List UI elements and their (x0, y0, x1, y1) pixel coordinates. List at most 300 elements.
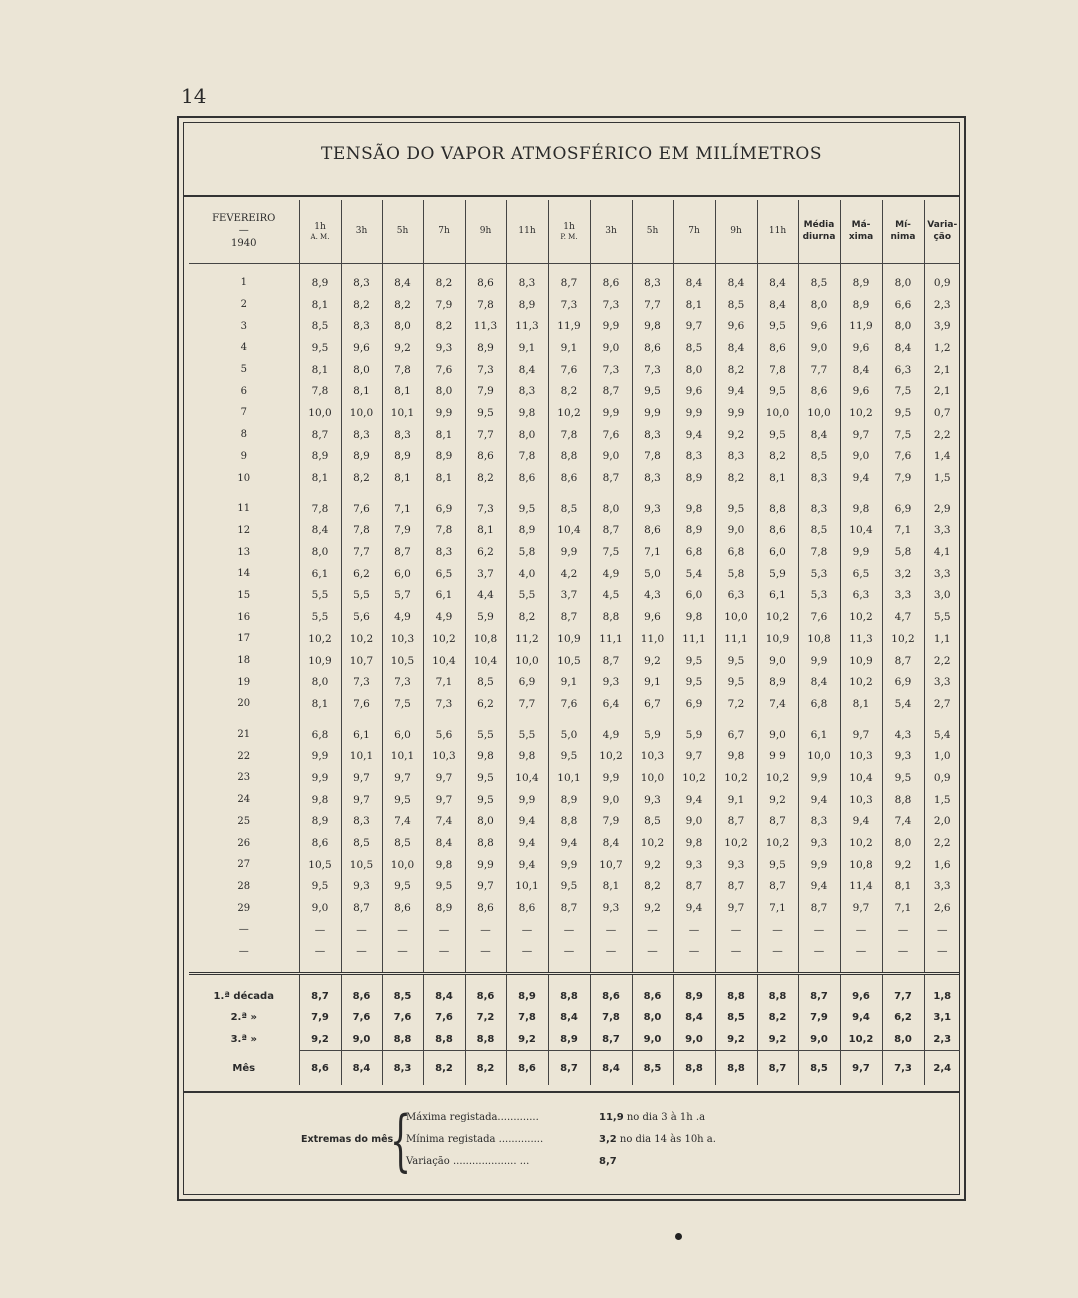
value-cell: 8,3 (673, 446, 715, 468)
value-cell: 9,5 (423, 876, 465, 898)
value-cell: 5,9 (673, 715, 715, 746)
value-cell: 7,6 (341, 489, 382, 520)
value-cell: 8,9 (840, 264, 882, 294)
value-cell: 8,6 (632, 337, 673, 359)
value-cell: 7,1 (382, 489, 423, 520)
value-cell: 8,5 (715, 1007, 757, 1029)
value-cell: 9,0 (341, 1029, 382, 1051)
value-cell: 8,1 (882, 876, 924, 898)
value-cell: 9,4 (673, 789, 715, 811)
value-cell: 9,8 (632, 315, 673, 337)
value-cell: 3,3 (924, 671, 960, 693)
value-cell: 9,5 (382, 789, 423, 811)
min-note: no dia 14 às 10h a. (616, 1134, 716, 1145)
row-label: 18 (237, 655, 251, 667)
value-cell: 1,8 (924, 974, 960, 1007)
value-cell: 7,7 (465, 424, 506, 446)
value-cell: 9,9 (299, 767, 341, 789)
value-cell: 7,8 (423, 520, 465, 542)
value-cell: 8,9 (299, 446, 341, 468)
value-cell: 8,4 (299, 520, 341, 542)
value-cell: 9,5 (757, 380, 798, 402)
value-cell: 10,2 (423, 628, 465, 650)
value-cell: 8,7 (590, 650, 632, 672)
value-cell: 7,1 (632, 541, 673, 563)
value-cell: 7,9 (590, 811, 632, 833)
value-cell: 8,3 (382, 424, 423, 446)
value-cell: 8,4 (673, 264, 715, 294)
value-cell: 10,2 (548, 402, 590, 424)
value-cell: 8,7 (548, 606, 590, 628)
value-cell: 3,7 (548, 585, 590, 607)
value-cell: 3,3 (924, 876, 960, 898)
value-cell: 3,7 (465, 563, 506, 585)
decade-row (189, 1029, 960, 1051)
value-cell: 9,4 (506, 854, 548, 876)
column-header-line: ção (933, 231, 952, 242)
value-cell: 9,8 (506, 402, 548, 424)
row-label: 21 (237, 729, 251, 741)
value-cell: 11,3 (840, 628, 882, 650)
value-cell: 8,3 (341, 424, 382, 446)
value-cell: 9,2 (632, 897, 673, 919)
value-cell: 4,1 (924, 541, 960, 563)
value-cell: 8,4 (506, 359, 548, 381)
value-cell: 9,9 (715, 402, 757, 424)
value-cell: 7,9 (882, 467, 924, 489)
value-cell: 8,3 (632, 264, 673, 294)
variation-label: Variação .................... ... (406, 1156, 530, 1167)
max-note: no dia 3 à 1h .a (623, 1112, 706, 1123)
value-cell: 8,5 (465, 671, 506, 693)
value-cell: 8,3 (506, 264, 548, 294)
value-cell: 8,4 (548, 1007, 590, 1029)
page-dot (675, 1233, 682, 1240)
value-cell: 10,4 (465, 650, 506, 672)
value-cell: 5,5 (299, 606, 341, 628)
value-cell: 10,4 (506, 767, 548, 789)
value-cell: 7,1 (423, 671, 465, 693)
value-cell: 4,3 (632, 585, 673, 607)
value-cell: 9,2 (882, 854, 924, 876)
value-cell: 2,1 (924, 359, 960, 381)
value-cell: 6,2 (341, 563, 382, 585)
value-cell: — (882, 919, 924, 941)
value-cell: 8,6 (465, 897, 506, 919)
value-cell: 10,2 (757, 767, 798, 789)
day-row (189, 315, 960, 337)
day-row (189, 650, 960, 672)
value-cell: 8,7 (757, 1051, 798, 1086)
value-cell: 8,2 (757, 1007, 798, 1029)
value-cell: 9,9 (423, 402, 465, 424)
value-cell: 9,0 (757, 650, 798, 672)
value-cell: 8,5 (798, 520, 840, 542)
page-title: TENSÃO DO VAPOR ATMOSFÉRICO EM MILÍMETROS (321, 144, 822, 164)
value-cell: 8,1 (423, 467, 465, 489)
column-header-line: xima (848, 231, 874, 242)
value-cell: 8,4 (882, 337, 924, 359)
value-cell: — (506, 941, 548, 974)
value-cell: 9,4 (840, 467, 882, 489)
value-cell: 9,9 (632, 402, 673, 424)
value-cell: 9,2 (632, 650, 673, 672)
value-cell: 9,3 (798, 832, 840, 854)
value-cell: 9,4 (798, 876, 840, 898)
day-row (189, 897, 960, 919)
value-cell: 8,3 (798, 489, 840, 520)
value-cell: 9,2 (757, 1029, 798, 1051)
value-cell: 8,7 (548, 1051, 590, 1086)
value-cell: 8,4 (715, 264, 757, 294)
value-cell: — (924, 941, 960, 974)
value-cell: 8,6 (632, 520, 673, 542)
min-value-line (599, 1134, 716, 1145)
value-cell: 8,7 (548, 897, 590, 919)
value-cell: 10,3 (632, 745, 673, 767)
value-cell: 8,1 (423, 424, 465, 446)
value-cell: 9,7 (840, 897, 882, 919)
value-cell: 8,9 (299, 811, 341, 833)
value-cell: 9,2 (715, 424, 757, 446)
value-cell: 5,4 (924, 715, 960, 746)
day-row (189, 671, 960, 693)
value-cell: 8,0 (465, 811, 506, 833)
value-cell: 10,5 (341, 854, 382, 876)
day-row (189, 467, 960, 489)
value-cell: 9,0 (840, 446, 882, 468)
value-cell: 7,3 (548, 294, 590, 316)
column-header-line: 11h (768, 225, 787, 236)
value-cell: 8,2 (506, 606, 548, 628)
variation-value: 8,7 (599, 1156, 617, 1167)
value-cell: 9,9 (590, 767, 632, 789)
value-cell: 6,1 (299, 563, 341, 585)
value-cell: 8,8 (715, 1051, 757, 1086)
value-cell: 6,6 (882, 294, 924, 316)
value-cell: 9,0 (798, 337, 840, 359)
value-cell: 8,7 (590, 1029, 632, 1051)
value-cell: 9,7 (840, 1051, 882, 1086)
value-cell: 7,5 (382, 693, 423, 715)
value-cell: 4,9 (423, 606, 465, 628)
value-cell: 7,5 (882, 424, 924, 446)
value-cell: 8,7 (299, 974, 341, 1007)
value-cell: 8,8 (590, 606, 632, 628)
value-cell: 9,6 (715, 315, 757, 337)
value-cell: 4,7 (882, 606, 924, 628)
value-cell: 4,3 (882, 715, 924, 746)
value-cell: 3,3 (882, 585, 924, 607)
value-cell: 7,3 (465, 489, 506, 520)
value-cell: 8,2 (382, 294, 423, 316)
value-cell: 7,5 (590, 541, 632, 563)
value-cell: 8,4 (757, 294, 798, 316)
value-cell: 10,2 (673, 767, 715, 789)
value-cell: — (465, 919, 506, 941)
value-cell: 8,4 (798, 424, 840, 446)
value-cell: 8,3 (506, 380, 548, 402)
value-cell: 7,8 (757, 359, 798, 381)
row-label: 2.ª » (230, 1012, 257, 1024)
value-cell: 8,6 (299, 832, 341, 854)
value-cell: 4,5 (590, 585, 632, 607)
value-cell: 10,2 (590, 745, 632, 767)
row-label: 5 (240, 364, 247, 376)
value-cell: 4,0 (506, 563, 548, 585)
value-cell: 5,0 (632, 563, 673, 585)
value-cell: 7,7 (341, 541, 382, 563)
value-cell: 4,9 (382, 606, 423, 628)
value-cell: 9,4 (840, 1007, 882, 1029)
value-cell: 7,8 (798, 541, 840, 563)
value-cell: 9,9 (798, 854, 840, 876)
value-cell: 3,9 (924, 315, 960, 337)
value-cell: 6,7 (715, 715, 757, 746)
value-cell: 6,7 (632, 693, 673, 715)
column-header (924, 200, 960, 264)
value-cell: 2,3 (924, 294, 960, 316)
value-cell: 6,1 (757, 585, 798, 607)
value-cell: 9,5 (299, 876, 341, 898)
column-header (382, 200, 423, 264)
value-cell: — (798, 941, 840, 974)
value-cell: 3,3 (924, 520, 960, 542)
value-cell: — (341, 919, 382, 941)
row-label: 13 (237, 546, 251, 558)
value-cell: — (299, 919, 341, 941)
value-cell: 7,8 (548, 424, 590, 446)
value-cell: 8,6 (757, 520, 798, 542)
value-cell: 10,7 (590, 854, 632, 876)
value-cell: 3,1 (924, 1007, 960, 1029)
row-label: 26 (237, 837, 251, 849)
value-cell: 9,8 (673, 489, 715, 520)
value-cell: 5,4 (673, 563, 715, 585)
value-cell: 5,0 (548, 715, 590, 746)
value-cell: 10,2 (757, 832, 798, 854)
value-cell: — (840, 919, 882, 941)
value-cell: 8,7 (757, 876, 798, 898)
value-cell: 8,3 (798, 811, 840, 833)
value-cell: 7,8 (632, 446, 673, 468)
value-cell: 8,9 (423, 446, 465, 468)
value-cell: 8,1 (382, 467, 423, 489)
value-cell: 2,2 (924, 832, 960, 854)
row-label: 7 (240, 407, 247, 419)
value-cell: 7,3 (590, 294, 632, 316)
value-cell: 10,9 (840, 650, 882, 672)
value-cell: 9,4 (673, 424, 715, 446)
value-cell: 9,3 (715, 854, 757, 876)
value-cell: 8,2 (423, 264, 465, 294)
column-header (798, 200, 840, 264)
row-label: 23 (237, 772, 251, 784)
value-cell: 11,9 (840, 315, 882, 337)
value-cell: 9,3 (632, 789, 673, 811)
value-cell: 8,7 (882, 650, 924, 672)
column-header (465, 200, 506, 264)
column-header (757, 200, 798, 264)
value-cell: — (341, 941, 382, 974)
value-cell: 11,2 (506, 628, 548, 650)
value-cell: 5,6 (341, 606, 382, 628)
day-row (189, 693, 960, 715)
value-cell: 8,5 (632, 811, 673, 833)
max-value: 11,9 (599, 1112, 624, 1123)
value-cell: 8,2 (715, 359, 757, 381)
value-cell: 8,4 (423, 974, 465, 1007)
value-cell: 10,2 (840, 671, 882, 693)
value-cell: 8,6 (465, 974, 506, 1007)
value-cell: 7,1 (757, 897, 798, 919)
value-cell: 9,5 (882, 402, 924, 424)
row-label: 19 (237, 676, 251, 688)
value-cell: 9,9 (465, 854, 506, 876)
value-cell: 8,5 (798, 1051, 840, 1086)
value-cell: 8,8 (715, 974, 757, 1007)
value-cell: 7,6 (423, 359, 465, 381)
value-cell: 10,1 (382, 745, 423, 767)
value-cell: 5,8 (715, 563, 757, 585)
value-cell: 9,7 (673, 745, 715, 767)
value-cell: 8,6 (798, 380, 840, 402)
day-row (189, 628, 960, 650)
value-cell: 9,3 (673, 854, 715, 876)
value-cell: 6,5 (423, 563, 465, 585)
value-cell: 9,1 (715, 789, 757, 811)
column-header-line: 3h (605, 225, 617, 236)
row-label: 20 (237, 698, 251, 710)
value-cell: 9,9 (798, 650, 840, 672)
row-label: — (238, 924, 249, 936)
value-cell: 4,9 (590, 563, 632, 585)
value-cell: 6,0 (673, 585, 715, 607)
value-cell: 5,5 (506, 715, 548, 746)
value-cell: 8,1 (299, 294, 341, 316)
column-header-line: 3h (355, 225, 368, 236)
title-divider (184, 195, 959, 197)
value-cell: — (590, 919, 632, 941)
value-cell: 9,7 (423, 767, 465, 789)
value-cell: 8,9 (673, 974, 715, 1007)
value-cell: 8,9 (465, 337, 506, 359)
value-cell: 8,4 (423, 832, 465, 854)
value-cell: 10,0 (798, 402, 840, 424)
value-cell: 8,8 (548, 811, 590, 833)
value-cell: 8,1 (341, 380, 382, 402)
value-cell: 1,5 (924, 467, 960, 489)
row-label: 3 (240, 320, 247, 332)
value-cell: 5,5 (506, 585, 548, 607)
value-cell: 6,9 (882, 671, 924, 693)
value-cell: 10,4 (840, 520, 882, 542)
value-cell: 7,9 (382, 520, 423, 542)
day-row (189, 811, 960, 833)
value-cell: 9,4 (715, 380, 757, 402)
value-cell: 9,9 (506, 789, 548, 811)
value-cell: 7,4 (423, 811, 465, 833)
value-cell: 10,2 (840, 832, 882, 854)
value-cell: 9,1 (506, 337, 548, 359)
day-row (189, 402, 960, 424)
value-cell: 8,1 (590, 876, 632, 898)
value-cell: 2,7 (924, 693, 960, 715)
value-cell: 8,0 (382, 315, 423, 337)
value-cell: 8,6 (506, 467, 548, 489)
day-row (189, 359, 960, 381)
value-cell: 8,3 (423, 541, 465, 563)
row-label: 17 (237, 633, 251, 645)
value-cell: 7,1 (882, 897, 924, 919)
row-label: 25 (237, 815, 251, 827)
column-header-line: nima (890, 231, 916, 242)
value-cell: 11,1 (673, 628, 715, 650)
value-cell: 9,6 (840, 380, 882, 402)
row-label: 12 (237, 524, 251, 536)
day-row (189, 919, 960, 941)
value-cell: 7,3 (882, 1051, 924, 1086)
value-cell: — (299, 941, 341, 974)
row-label: 4 (240, 342, 247, 354)
value-cell: 5,3 (798, 585, 840, 607)
value-cell: 10,2 (757, 606, 798, 628)
column-header (299, 200, 341, 264)
value-cell: 10,5 (382, 650, 423, 672)
value-cell: 7,3 (423, 693, 465, 715)
value-cell: 9,8 (299, 789, 341, 811)
row-label: 3.ª » (230, 1034, 257, 1046)
row-label: 15 (237, 589, 251, 601)
value-cell: 1,2 (924, 337, 960, 359)
value-cell: 8,9 (757, 671, 798, 693)
column-header-line: A. M. (310, 232, 330, 241)
value-cell: 7,3 (465, 359, 506, 381)
value-cell: — (382, 941, 423, 974)
value-cell: 10,3 (382, 628, 423, 650)
value-cell: 7,6 (382, 1007, 423, 1029)
value-cell: 8,2 (423, 315, 465, 337)
value-cell: — (715, 941, 757, 974)
value-cell: 1,6 (924, 854, 960, 876)
value-cell: 8,4 (757, 264, 798, 294)
value-cell: 9,0 (590, 337, 632, 359)
value-cell: 8,0 (882, 1029, 924, 1051)
value-cell: 8,7 (299, 424, 341, 446)
column-header (673, 200, 715, 264)
column-header (715, 200, 757, 264)
value-cell: 8,0 (506, 424, 548, 446)
value-cell: 6,0 (382, 563, 423, 585)
min-label: Mínima registada .............. (406, 1134, 544, 1145)
value-cell: 8,2 (465, 467, 506, 489)
value-cell: — (715, 919, 757, 941)
column-header-line: 7h (438, 225, 450, 236)
value-cell: 8,7 (590, 467, 632, 489)
extremas-label: Extremas do mês (301, 1134, 394, 1145)
value-cell: 8,9 (840, 294, 882, 316)
value-cell: 9,3 (423, 337, 465, 359)
value-cell: 8,4 (798, 671, 840, 693)
value-cell: 2,1 (924, 380, 960, 402)
value-cell: 11,0 (632, 628, 673, 650)
row-label: Mês (232, 1062, 256, 1074)
value-cell: 6,4 (590, 693, 632, 715)
value-cell: 8,7 (382, 541, 423, 563)
value-cell: 8,6 (341, 974, 382, 1007)
value-cell: 9,5 (757, 315, 798, 337)
value-cell: 7,7 (506, 693, 548, 715)
